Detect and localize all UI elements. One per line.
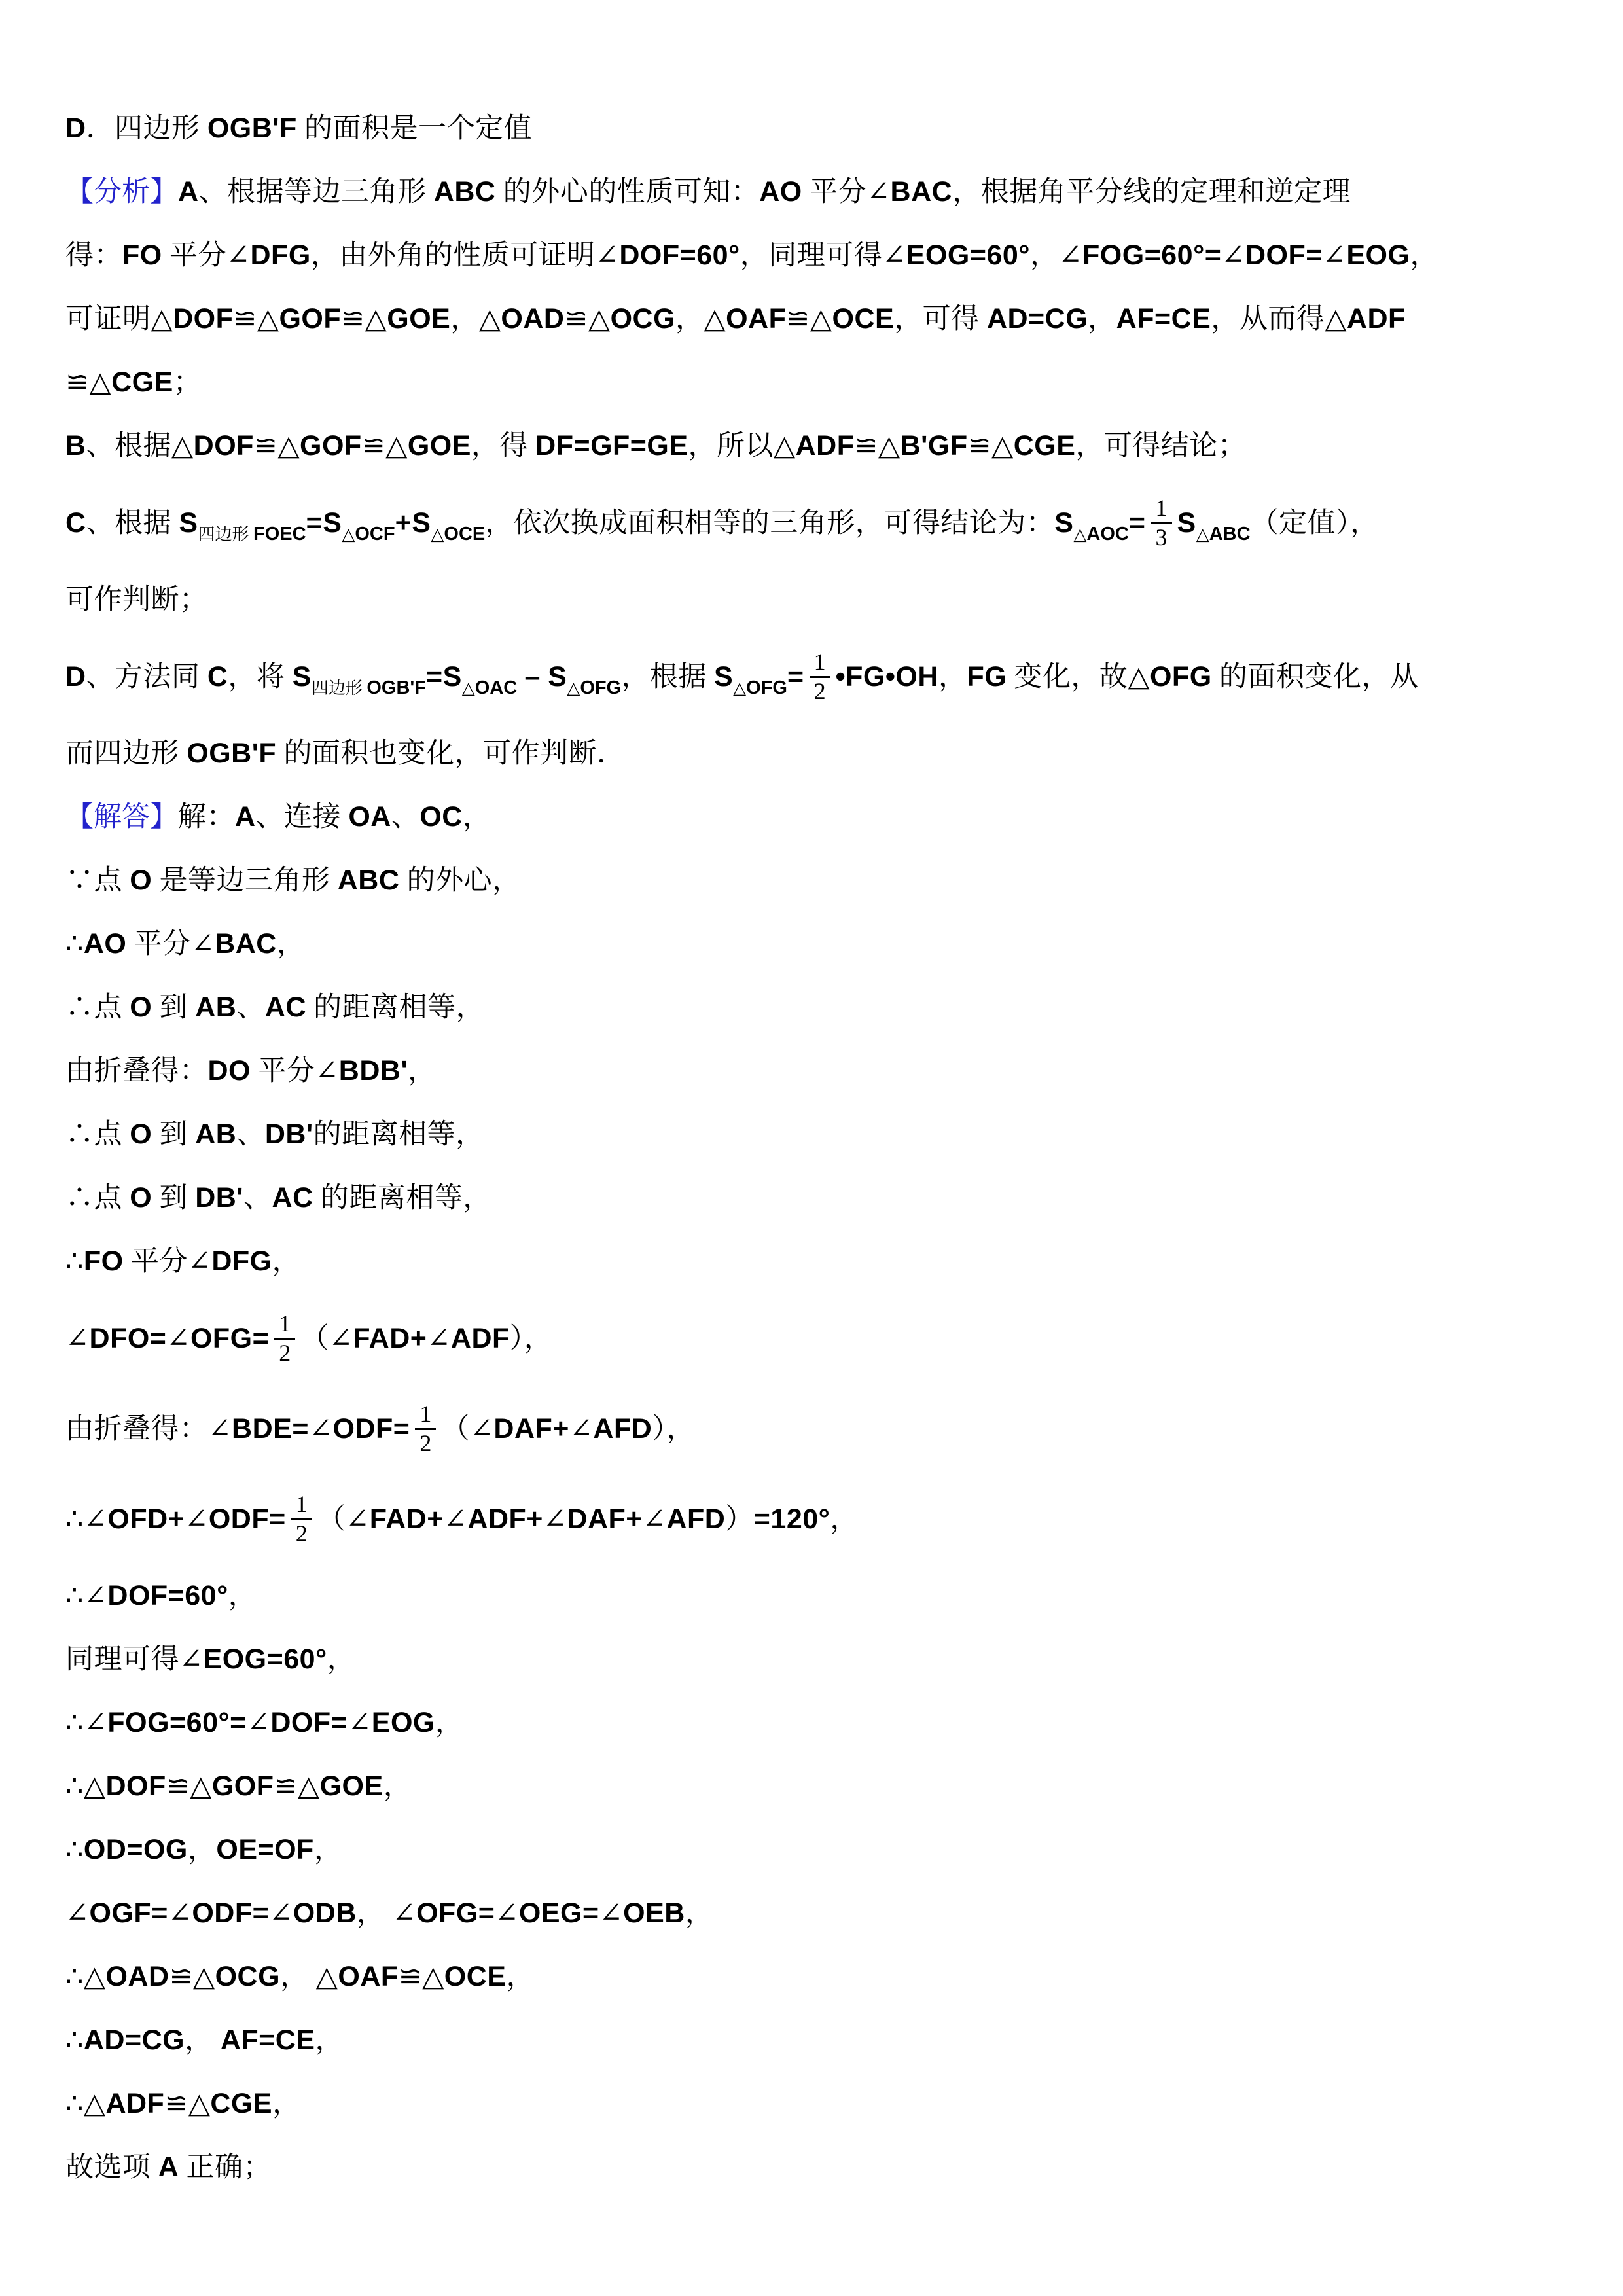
fraction-numerator: 1 <box>1151 496 1172 524</box>
text-run: ∴AO 平分∠BAC， <box>65 928 306 960</box>
subscript: △ABC <box>1196 524 1251 545</box>
latin-run: BAC <box>890 176 953 207</box>
latin-run: OA <box>348 801 391 833</box>
latin-run: OCE <box>832 303 895 334</box>
latin-run: OGB'F <box>207 113 297 144</box>
latin-run: AOC <box>1086 524 1129 545</box>
latin-run: CGE <box>210 2088 273 2119</box>
latin-run: D <box>65 661 86 692</box>
fraction <box>415 1402 436 1456</box>
text-run <box>787 662 804 692</box>
latin-run: DB' <box>264 1119 313 1150</box>
latin-run: FOG=60°= <box>107 1707 247 1738</box>
latin-run: OAC <box>474 677 518 698</box>
latin-run: S <box>1054 507 1074 539</box>
latin-run: OGF= <box>89 1897 168 1929</box>
latin-run: AB <box>195 992 237 1023</box>
latin-run: AC <box>272 1182 313 1213</box>
text-line-24 <box>65 1691 1590 1755</box>
latin-run: DOF=60° <box>107 1580 228 1611</box>
latin-run: OEB <box>623 1897 685 1929</box>
latin-run: OAF <box>338 1961 399 1992</box>
text-run: ∠DFO=∠OFG= <box>65 1323 270 1354</box>
text-line-11 <box>65 785 1590 849</box>
text-run: ∴AD=CG， AF=CE， <box>65 2024 344 2056</box>
latin-run: OC <box>419 801 463 833</box>
latin-run: =S <box>306 507 342 539</box>
fraction-numerator: 1 <box>291 1492 312 1520</box>
text-run: ∴点 O 到 AB、DB'的距离相等， <box>65 1119 484 1150</box>
latin-run: ABC <box>1209 524 1251 545</box>
text-line-9 <box>65 632 1590 722</box>
latin-run: B'GF <box>900 430 968 461</box>
subscript: △OAC <box>461 677 518 698</box>
text-line-20 <box>65 1384 1590 1474</box>
latin-run: GOF <box>279 303 342 334</box>
latin-run: DOF=60° <box>619 240 740 271</box>
latin-run: GOF <box>300 430 362 461</box>
subscript: △OFG <box>567 677 622 698</box>
text-run: ∴∠DOF=60°， <box>65 1580 257 1611</box>
latin-run: ABC <box>337 865 400 896</box>
text-run: ∴FO 平分∠DFG， <box>65 1246 301 1277</box>
latin-run: FOG=60°= <box>1082 240 1222 271</box>
text-line-18 <box>65 1230 1590 1293</box>
text-line-26 <box>65 1818 1590 1882</box>
latin-run: OCG <box>215 1961 281 1992</box>
latin-run: ADF <box>450 1323 510 1354</box>
text-run: ∴△OAD≌△OCG， △OAF≌△OCE， <box>65 1961 535 1992</box>
text-line-31 <box>65 2136 1590 2199</box>
latin-run: GOE <box>387 303 451 334</box>
subscript: △OCE <box>431 524 486 545</box>
latin-run: ODB <box>293 1897 357 1929</box>
text-run: ∴∠FOG=60°=∠DOF=∠EOG， <box>65 1707 464 1738</box>
text-run: ，根据 S <box>621 661 734 692</box>
latin-run: OCE <box>444 524 486 545</box>
latin-run: – <box>524 661 541 692</box>
text-run: 由折叠得：DO 平分∠BDB'， <box>65 1055 437 1086</box>
text-run: 解：A、连接 OA、OC， <box>178 801 491 833</box>
fraction-denominator: 2 <box>419 1429 432 1456</box>
latin-run: GOE <box>407 430 471 461</box>
latin-run: AF=CE <box>220 2024 315 2056</box>
fraction-denominator: 3 <box>1155 524 1168 550</box>
latin-run: ABC <box>433 176 496 207</box>
text-run <box>426 662 462 692</box>
latin-run: FOEC <box>253 524 306 545</box>
latin-run: BAC <box>215 928 277 960</box>
text-run: ∠OGF=∠ODF=∠ODB， ∠OFG=∠OEG=∠OEB， <box>65 1897 714 1929</box>
latin-run: DFG <box>211 1246 272 1277</box>
latin-run: AO <box>83 928 127 960</box>
latin-run: FAD+ <box>369 1503 444 1535</box>
latin-run: DFG <box>250 240 311 271</box>
subscript: △OCF <box>342 524 395 545</box>
latin-run: OCE <box>444 1961 507 1992</box>
latin-run: OFG <box>746 677 787 698</box>
latin-run: S <box>179 507 198 539</box>
latin-run: EOG=60° <box>203 1643 327 1675</box>
text-line-10 <box>65 722 1590 785</box>
latin-run: A <box>178 176 199 207</box>
latin-run: AF=CE <box>1116 303 1211 334</box>
text-run: C、根据 S <box>65 507 198 539</box>
text-line-29 <box>65 2009 1590 2072</box>
latin-run: =120° <box>753 1503 830 1535</box>
text-run <box>395 508 431 539</box>
latin-run: DAF+ <box>493 1413 569 1444</box>
text-run: 由折叠得：∠BDE=∠ODF= <box>65 1413 410 1444</box>
latin-run: = <box>787 661 804 692</box>
latin-run: EOG <box>1346 240 1410 271</box>
text-run: （∠FAD+∠ADF+∠DAF+∠AFD）=120°， <box>317 1503 859 1535</box>
latin-run: AD=CG <box>986 303 1088 334</box>
latin-run: DB' <box>195 1182 244 1213</box>
latin-run: C <box>65 507 86 539</box>
text-run: ∴OD=OG，OE=OF， <box>65 1834 343 1865</box>
fraction <box>810 650 830 704</box>
text-run: ∴△ADF≌△CGE， <box>65 2088 301 2119</box>
text-run: 可证明△DOF≌△GOF≌△GOE，△OAD≌△OCG，△OAF≌△OCE，可得 AD=CG，AF=CE，从而得△ADF <box>65 303 1406 334</box>
latin-run: OE=OF <box>216 1834 314 1865</box>
text-line-3 <box>65 224 1590 287</box>
latin-run: D <box>65 113 86 144</box>
subscript: △AOC <box>1073 524 1129 545</box>
text-run: ∴△DOF≌△GOF≌△GOE， <box>65 1770 412 1802</box>
latin-run: OCF <box>355 524 395 545</box>
text-run: B、根据△DOF≌△GOF≌△GOE，得 DF=GF=GE，所以△ADF≌△B'GF≌△CGE，可得结论； <box>65 430 1247 461</box>
text-run: ∴点 O 到 AB、AC 的距离相等， <box>65 992 485 1023</box>
latin-run: O <box>130 992 152 1023</box>
text-run: 故选项 A 正确； <box>65 2151 272 2183</box>
latin-run: C <box>207 661 228 692</box>
fraction-denominator: 2 <box>813 677 826 704</box>
text-line-8 <box>65 568 1590 632</box>
fraction-numerator: 1 <box>810 650 830 678</box>
text-run: 而四边形 OGB'F 的面积也变化，可作判断． <box>65 738 626 769</box>
latin-run: AB <box>195 1119 237 1150</box>
text-line-4 <box>65 287 1590 351</box>
fraction <box>274 1312 295 1366</box>
latin-run: OD=OG <box>83 1834 188 1865</box>
latin-run: DAF+ <box>567 1503 643 1535</box>
latin-run: ADF <box>1346 303 1406 334</box>
latin-run: OFG <box>580 677 622 698</box>
latin-run: OFG <box>1149 661 1212 692</box>
text-run: 得：FO 平分∠DFG，由外角的性质可证明∠DOF=60°，同理可得∠EOG=60°，∠FOG=60°=∠DOF=∠EOG， <box>65 240 1438 271</box>
fraction-numerator: 1 <box>415 1402 436 1430</box>
text-run: ∵点 O 是等边三角形 ABC 的外心， <box>65 865 521 896</box>
latin-run: AD=CG <box>83 2024 185 2056</box>
latin-run: GOE <box>319 1770 383 1802</box>
text-line-21 <box>65 1474 1590 1564</box>
latin-run: DOF <box>173 303 234 334</box>
latin-run: +S <box>395 507 431 539</box>
latin-run: EOG=60° <box>906 240 1030 271</box>
latin-run: OCG <box>610 303 676 334</box>
latin-run: CGE <box>1013 430 1076 461</box>
text-run: （∠FAD+∠ADF）， <box>300 1323 553 1354</box>
latin-run: OGB'F <box>187 738 277 769</box>
text-line-13 <box>65 912 1590 976</box>
latin-run: OFD+ <box>107 1503 185 1535</box>
text-line-27 <box>65 1882 1590 1945</box>
text-line-5 <box>65 351 1590 414</box>
latin-run: DOF <box>193 430 254 461</box>
latin-run: OFG= <box>416 1897 495 1929</box>
latin-run: CGE <box>111 367 173 398</box>
latin-run: ODF= <box>332 1413 410 1444</box>
latin-run: ODF= <box>208 1503 286 1535</box>
latin-run: OAF <box>726 303 787 334</box>
subscript: △OFG <box>733 677 787 698</box>
fraction <box>1151 496 1172 550</box>
section-label: 【分析】 <box>65 177 178 207</box>
text-line-16 <box>65 1103 1590 1166</box>
text-run <box>306 508 342 539</box>
latin-run: FAD+ <box>353 1323 427 1354</box>
text-line-6 <box>65 414 1590 478</box>
text-line-22 <box>65 1564 1590 1628</box>
latin-run: DOF <box>105 1770 166 1802</box>
latin-run: OEG= <box>518 1897 599 1929</box>
latin-run: FG <box>967 661 1007 692</box>
latin-run: S <box>713 661 734 692</box>
latin-run: ODF= <box>192 1897 270 1929</box>
text-run: ，依次换成面积相等的三角形，可得结论为：S <box>485 507 1074 539</box>
latin-run: O <box>130 865 152 896</box>
text-line-19 <box>65 1293 1590 1384</box>
latin-run: OFG= <box>190 1323 270 1354</box>
latin-run: EOG <box>371 1707 435 1738</box>
latin-run: AO <box>759 176 802 207</box>
latin-run: = <box>1128 507 1146 539</box>
latin-run: AFD <box>593 1413 652 1444</box>
latin-run: ADF+ <box>467 1503 543 1535</box>
text-line-28 <box>65 1945 1590 2009</box>
latin-run: A <box>235 801 256 833</box>
latin-run: O <box>130 1182 152 1213</box>
fraction-denominator: 2 <box>279 1339 291 1366</box>
text-run: ∴∠OFD+∠ODF= <box>65 1503 286 1535</box>
latin-run: DO <box>207 1055 251 1086</box>
latin-run: A <box>158 2151 179 2183</box>
latin-run: =S <box>426 661 462 692</box>
text-run <box>1177 508 1196 539</box>
latin-run: OAD <box>501 303 565 334</box>
text-run <box>517 662 567 692</box>
latin-run: S <box>292 661 312 692</box>
latin-run: BDB' <box>338 1055 408 1086</box>
text-line-15 <box>65 1039 1590 1103</box>
fraction-denominator: 2 <box>295 1520 308 1547</box>
latin-run: ADF <box>795 430 855 461</box>
text-line-25 <box>65 1755 1590 1818</box>
text-line-1 <box>65 97 1590 160</box>
text-run: ∴点 O 到 DB'、AC 的距离相等， <box>65 1182 491 1213</box>
latin-run: GOF <box>211 1770 274 1802</box>
latin-run: OGB'F <box>366 677 426 698</box>
latin-run: AFD <box>666 1503 726 1535</box>
text-line-7 <box>65 478 1590 568</box>
text-line-12 <box>65 849 1590 912</box>
latin-run: DOF= <box>1245 240 1323 271</box>
text-run: ≌△CGE； <box>65 367 202 398</box>
text-line-17 <box>65 1166 1590 1230</box>
text-run <box>1129 508 1146 539</box>
text-run: •FG•OH，FG 变化，故△OFG 的面积变化，从 <box>835 661 1419 692</box>
text-run: A、根据等边三角形 ABC 的外心的性质可知：AO 平分∠BAC，根据角平分线的定理和逆定理 <box>178 176 1351 207</box>
latin-run: B <box>65 430 86 461</box>
latin-run: ADF <box>105 2088 165 2119</box>
text-run: 可作判断； <box>65 584 208 615</box>
latin-run: AC <box>264 992 306 1023</box>
latin-run: S <box>548 661 567 692</box>
text-run: （定值）， <box>1250 508 1379 539</box>
fraction <box>291 1492 312 1547</box>
latin-run: S <box>1177 507 1196 539</box>
latin-run: DOF= <box>270 1707 348 1738</box>
latin-run: FO <box>122 240 162 271</box>
text-line-23 <box>65 1628 1590 1691</box>
latin-run: FO <box>83 1246 124 1277</box>
text-run: D、方法同 C，将 S <box>65 661 312 692</box>
latin-run: DFO= <box>89 1323 167 1354</box>
text-run: 同理可得∠EOG=60°， <box>65 1643 356 1675</box>
latin-run: •FG•OH <box>835 661 938 692</box>
fraction-numerator: 1 <box>274 1312 295 1340</box>
latin-run: BDE= <box>232 1413 309 1444</box>
text-line-30 <box>65 2072 1590 2136</box>
latin-run: O <box>130 1119 152 1150</box>
subscript: 四边形 OGB'F <box>311 677 426 698</box>
latin-run: DF=GF=GE <box>535 430 688 461</box>
latin-run: OAD <box>105 1961 169 1992</box>
text-line-14 <box>65 976 1590 1039</box>
subscript: 四边形 FOEC <box>198 524 306 545</box>
text-line-2 <box>65 160 1590 224</box>
text-run: （∠DAF+∠AFD）， <box>441 1413 695 1444</box>
text-run: D．四边形 OGB'F 的面积是一个定值 <box>65 113 533 144</box>
section-label: 【解答】 <box>65 802 178 833</box>
